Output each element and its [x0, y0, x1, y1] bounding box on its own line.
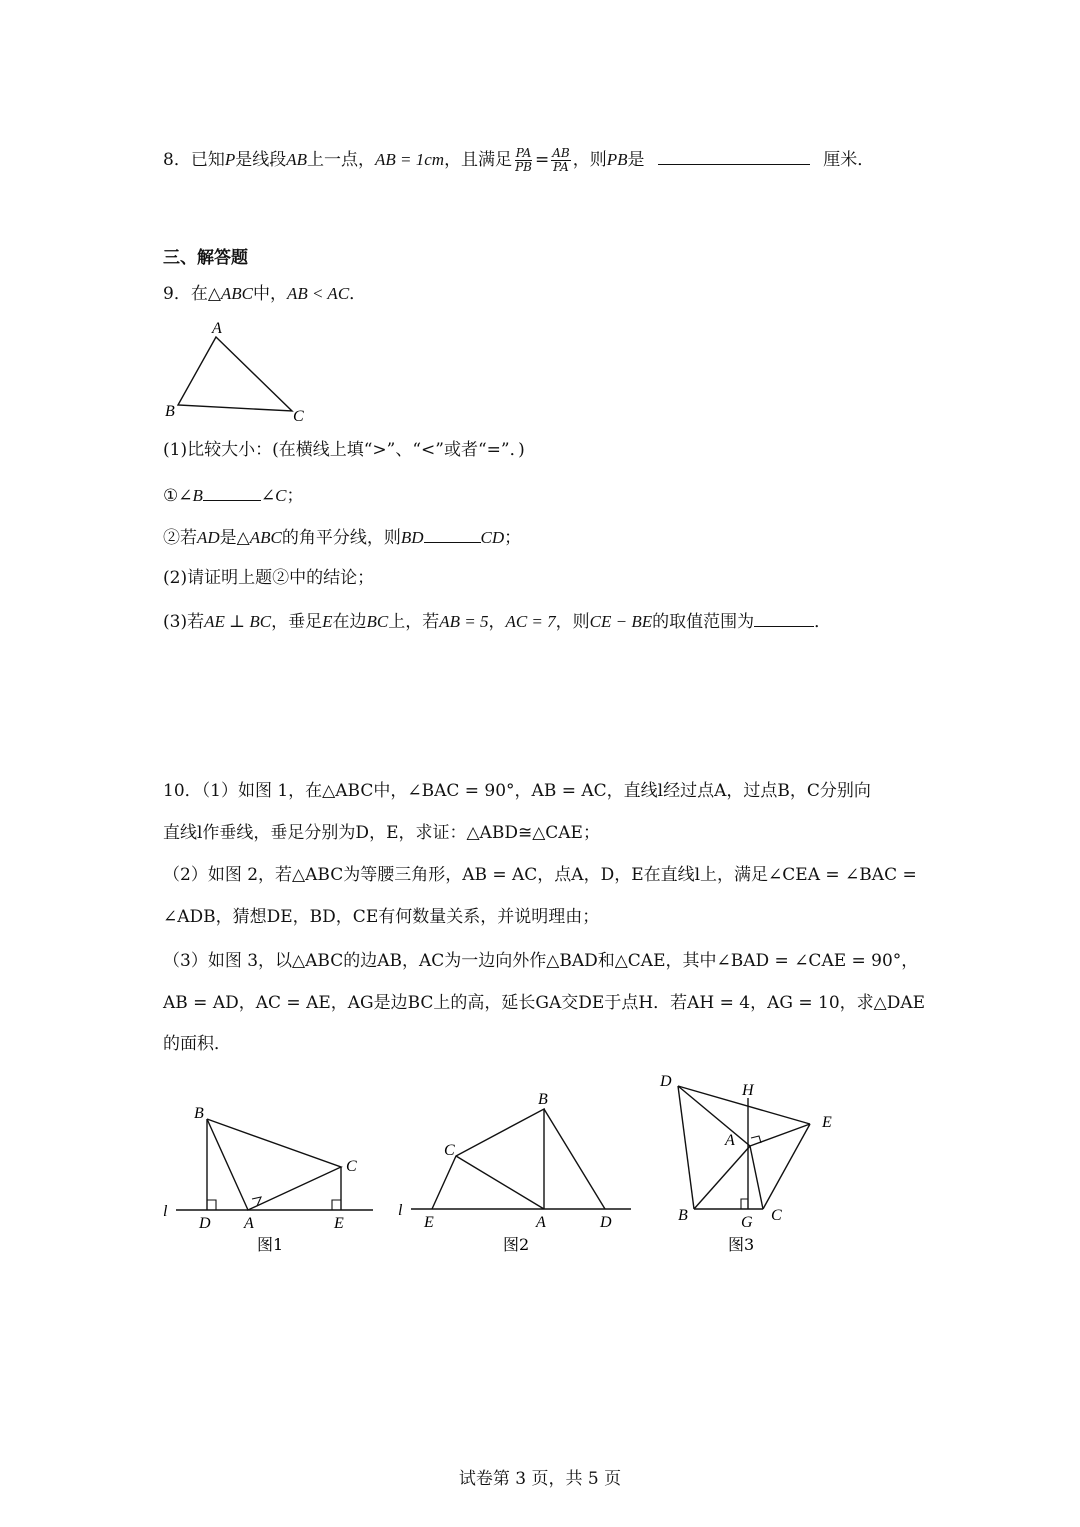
fraction-denominator: PA	[553, 160, 569, 174]
q9-blank-angle[interactable]	[203, 482, 261, 501]
label-h: H	[742, 1082, 754, 1099]
q10-line-5: （3）如图 3，以△ABC的边AB，AC为一边向外作△BAD和△CAE，其中∠BAD = ∠CAE = 90°，	[163, 951, 919, 971]
q9-text: 的角平分线，则	[281, 528, 401, 548]
question-8	[163, 146, 874, 174]
label-d: D	[199, 1215, 211, 1232]
q9-var: AC = 7	[505, 612, 556, 631]
q8-var-p: P	[224, 150, 236, 169]
q9-text: ．	[349, 284, 367, 304]
fraction-denominator: PB	[515, 160, 532, 174]
q9-text: ②若	[163, 528, 197, 548]
q8-fraction-pa-pb	[514, 147, 533, 174]
q9-text: 是△	[219, 528, 250, 548]
label-b: B	[538, 1091, 548, 1108]
q9-condition: AB < AC	[287, 284, 350, 303]
q9-var: E	[322, 612, 333, 631]
label-a: A	[725, 1132, 735, 1149]
q10-figure-1	[158, 1095, 380, 1260]
q10-line-3: （2）如图 2，若△ABC为等腰三角形，AB = AC，点A，D，E在直线l上，满足∠CEA = ∠BAC =	[163, 865, 917, 885]
q8-text: ，且满足	[444, 150, 513, 170]
right-angle-g	[741, 1199, 748, 1209]
figure-caption: 图1	[257, 1235, 284, 1254]
segment-ae	[750, 1124, 810, 1146]
q9-var: CD	[480, 528, 505, 547]
label-c: C	[444, 1142, 455, 1159]
vertex-label-b: B	[165, 403, 175, 420]
q9-var: BD	[400, 528, 424, 547]
q10-line-1: 10．（1）如图 1，在△ABC中，∠BAC = 90°，AB = AC，直线l经过点A，过点B，C分别向	[163, 781, 871, 801]
triangle-abc	[207, 1119, 341, 1210]
segment-ec	[763, 1124, 810, 1209]
q8-answer-blank[interactable]	[658, 146, 810, 165]
q9-triangle-figure	[160, 315, 320, 427]
label-e: E	[822, 1114, 832, 1131]
q8-text: 8．已知	[163, 150, 225, 170]
segment-ac	[750, 1146, 763, 1209]
label-b: B	[194, 1105, 204, 1122]
segment-ca	[456, 1156, 544, 1209]
right-angle-d	[207, 1200, 216, 1210]
fraction-numerator: AB	[552, 146, 570, 160]
vertex-label-c: C	[293, 408, 304, 425]
label-g: G	[741, 1214, 753, 1231]
q9-text: 上，若	[388, 612, 440, 632]
q9-var: AB = 5	[439, 612, 489, 631]
figure-caption: 图2	[503, 1235, 530, 1254]
segment-da	[678, 1086, 750, 1146]
label-e: E	[334, 1215, 344, 1232]
q10-line-4: ∠ADB，猜想DE，BD，CE有何数量关系，并说明理由；	[163, 907, 600, 927]
vertex-label-a: A	[212, 320, 222, 337]
q8-unit: 厘米．	[823, 150, 875, 170]
segment-ba	[694, 1146, 750, 1209]
q9-var: AD	[197, 528, 220, 547]
figure-caption: 图3	[728, 1235, 755, 1254]
fraction-numerator: PA	[515, 146, 532, 160]
q9-text: 9．在△	[163, 284, 221, 304]
q10-figure-2	[393, 1080, 633, 1260]
label-b: B	[678, 1207, 688, 1224]
q10-line-7: 的面积．	[163, 1034, 231, 1054]
q9-var: C	[275, 486, 287, 505]
q9-part1-item2	[163, 524, 521, 550]
q9-part3	[163, 608, 831, 634]
q9-text: ；	[286, 486, 304, 506]
q9-blank-range[interactable]	[754, 608, 814, 627]
q8-text: 是	[627, 150, 645, 170]
q10-figure-3	[650, 1068, 850, 1258]
label-l: l	[398, 1202, 403, 1219]
q9-part1-item1	[163, 482, 303, 508]
segment-db	[678, 1086, 694, 1209]
label-d: D	[660, 1073, 672, 1090]
q8-text: 上一点，	[307, 150, 375, 170]
q8-fraction-ab-pa	[551, 147, 570, 174]
q9-text: ①∠	[163, 486, 193, 506]
q9-text: ，	[488, 612, 506, 632]
q9-var: ABC	[220, 284, 253, 303]
label-a: A	[244, 1215, 254, 1232]
q9-text: ，垂足	[271, 612, 323, 632]
label-e: E	[424, 1214, 434, 1231]
right-angle-e	[332, 1200, 341, 1210]
q8-var-ab: AB	[286, 150, 307, 169]
q9-var: AE ⊥ BC	[204, 612, 272, 631]
polyline-ecba	[432, 1109, 544, 1209]
q9-var: B	[192, 486, 203, 505]
q9-text: ．	[814, 612, 832, 632]
q9-var: BC	[366, 612, 389, 631]
q10-line-2: 直线l作垂线，垂足分别为D，E，求证：△ABD≅△CAE；	[163, 823, 600, 843]
q9-text: ；	[504, 528, 522, 548]
label-d: D	[600, 1214, 612, 1231]
triangle-abc	[178, 337, 292, 411]
q8-var-pb: PB	[606, 150, 628, 169]
q9-text: ∠	[260, 486, 276, 506]
q9-text: 中，	[253, 284, 287, 304]
q9-text: (3)若	[163, 612, 205, 632]
q8-equals: =	[534, 150, 550, 170]
q9-var: CE − BE	[589, 612, 653, 631]
label-c: C	[771, 1207, 782, 1224]
q8-text: 是线段	[235, 150, 287, 170]
page-footer: 试卷第 3 页，共 5 页	[458, 1469, 622, 1489]
question-9-stem	[163, 282, 366, 306]
label-l: l	[163, 1203, 168, 1220]
q9-part1: (1)比较大小：(在横线上填“>”、“<”或者“=”．)	[163, 440, 525, 460]
segment-bd	[544, 1109, 605, 1209]
q9-text: 的取值范围为	[652, 612, 755, 632]
section-heading: 三、解答题	[163, 248, 248, 268]
q8-text: ，则	[572, 150, 607, 170]
q9-part2: (2)请证明上题②中的结论；	[163, 568, 375, 588]
q10-line-6: AB = AD，AC = AE，AG是边BC上的高，延长GA交DE于点H．若AH = 4，AG = 10，求△DAE	[163, 993, 926, 1013]
q9-text: ，则	[555, 612, 590, 632]
label-c: C	[346, 1158, 357, 1175]
q9-var: ABC	[249, 528, 282, 547]
label-a: A	[536, 1214, 546, 1231]
q9-blank-segment[interactable]	[424, 524, 481, 543]
q8-condition: AB = 1cm	[375, 150, 445, 169]
q9-text: 在边	[332, 612, 367, 632]
